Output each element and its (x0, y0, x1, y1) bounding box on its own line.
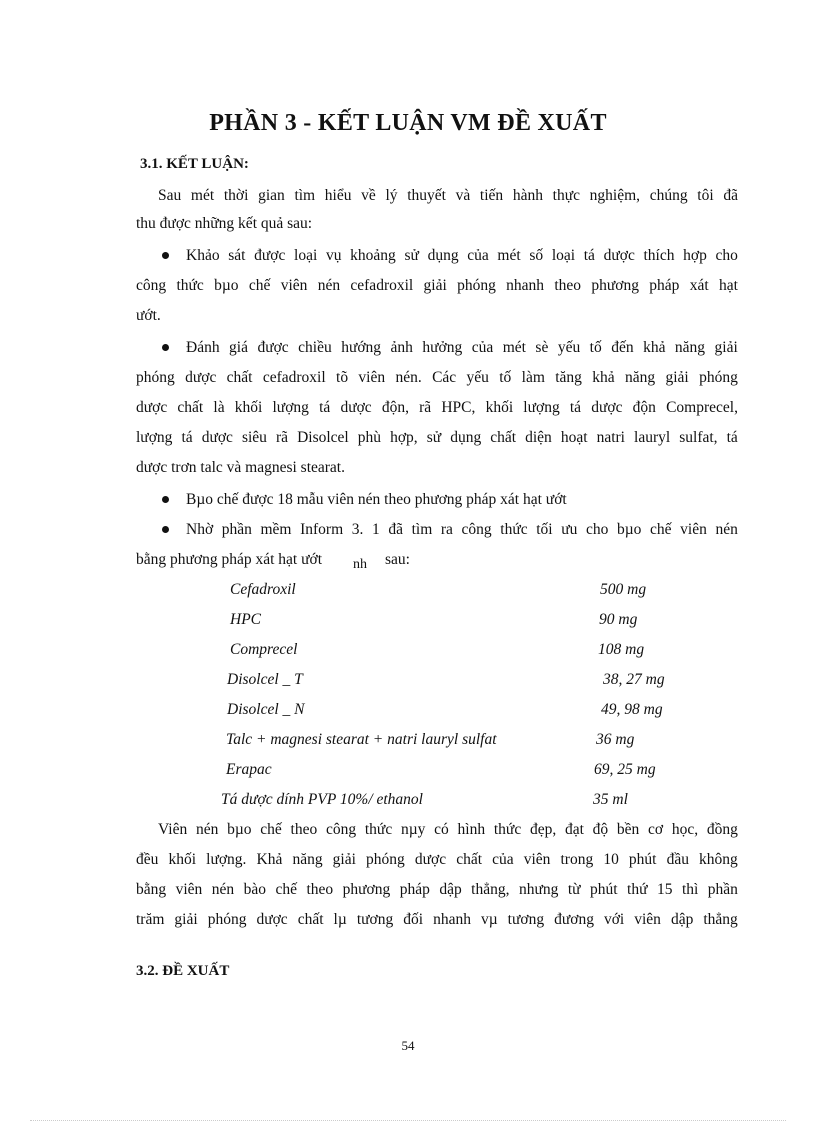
word: chất (456, 851, 483, 868)
word: sát (228, 247, 246, 264)
word: phút (590, 881, 618, 898)
word: mét (190, 187, 215, 204)
word: giải (714, 339, 738, 356)
bullet-1-line-1 (186, 246, 738, 266)
word: đạt (564, 821, 584, 838)
word: tõ (336, 369, 349, 386)
word: dược (185, 369, 217, 386)
word: tá (319, 399, 331, 416)
word: dược (414, 851, 447, 868)
word: khối (234, 399, 263, 416)
word: thẳng, (471, 881, 510, 898)
word: hợp (683, 247, 707, 264)
word: thẳng (703, 911, 738, 928)
word: nhanh (433, 911, 471, 928)
word: độn (632, 399, 656, 416)
word: bµo (617, 521, 642, 538)
word: phóng (366, 851, 405, 868)
word: dụng (427, 247, 459, 264)
word: tá (583, 247, 595, 264)
word: nhanh (506, 277, 545, 294)
word: năng (674, 339, 706, 356)
word: năng (625, 369, 656, 386)
word: với (603, 911, 625, 928)
word: tương (356, 911, 394, 928)
word: tìm (294, 187, 316, 204)
word: nén (195, 821, 219, 838)
word: diện (525, 429, 552, 446)
word: thực (552, 187, 580, 204)
word: đều (136, 851, 159, 868)
word: nhưng (518, 881, 559, 898)
word: chúng (649, 187, 688, 204)
ingredient-qty: 38, 27 mg (603, 671, 665, 688)
word: tố (499, 369, 512, 386)
word: của (471, 339, 494, 356)
word: rã (419, 399, 432, 416)
word: cho (715, 247, 738, 264)
word: tối (536, 521, 553, 538)
word: chất (226, 369, 253, 386)
word: chế (650, 521, 672, 538)
ingredient-qty: 69, 25 mg (594, 761, 656, 778)
word: được (257, 339, 289, 356)
word: vụ (325, 247, 342, 264)
bullet-4-line-2-end: sau: (385, 551, 410, 568)
word: chất (490, 429, 517, 446)
word: hạt (718, 277, 738, 294)
word: mét (497, 247, 521, 264)
word: lượng (136, 429, 173, 446)
ingredient-name: Disolcel _ N (227, 701, 305, 718)
word: đến (611, 339, 634, 356)
bullet-dot (162, 344, 169, 351)
word: phút (628, 851, 657, 868)
word: dụng (450, 429, 482, 446)
word: công (461, 521, 492, 538)
word: lý (385, 187, 398, 204)
word: viên (358, 369, 386, 386)
word: trong (560, 851, 594, 868)
word: chất (177, 399, 204, 416)
word: có (434, 821, 449, 838)
intro-line-2: thu được những kết quả sau: (136, 215, 313, 232)
word: học, (671, 821, 699, 838)
word: lượng. (206, 851, 247, 868)
word: Comprecel, (666, 399, 738, 416)
word: rã (275, 429, 289, 446)
intro-line-1 (158, 186, 738, 206)
word: thức (493, 821, 522, 838)
word: sử (426, 429, 442, 446)
word: giá (229, 339, 248, 356)
word: không (699, 851, 738, 868)
word: chất (297, 911, 324, 928)
word: hình (457, 821, 486, 838)
word: khối (485, 399, 514, 416)
word: phần (707, 881, 738, 898)
word: 15 (656, 881, 673, 898)
word: của (492, 851, 514, 868)
ingredient-qty: 90 mg (599, 611, 638, 628)
word: chế (260, 821, 282, 838)
word: đẹp, (529, 821, 557, 838)
word: năng (292, 851, 323, 868)
word: giải (174, 911, 198, 928)
word: khả (592, 369, 615, 386)
ingredient-qty: 108 mg (598, 641, 645, 658)
word: giải (332, 851, 356, 868)
word: đương (554, 911, 594, 928)
word: nµy (400, 821, 426, 838)
word: theo (554, 277, 582, 294)
word: yếu (466, 369, 489, 386)
ingredient-name: Comprecel (230, 641, 298, 658)
word: yếu (557, 339, 581, 356)
word: dược (201, 429, 233, 446)
word: phóng (457, 277, 496, 294)
word: vµ (480, 911, 498, 928)
word: giải (665, 369, 689, 386)
word: giải (423, 277, 447, 294)
word: dập (439, 881, 462, 898)
word: đồng (706, 821, 738, 838)
word: bền (616, 821, 640, 838)
word: Khả (256, 851, 283, 868)
word: làm (521, 369, 545, 386)
word: nghiệm, (589, 187, 641, 204)
word: sè (535, 339, 549, 356)
word: lauryl (634, 429, 671, 446)
word: xát (689, 277, 709, 294)
word: đầu (666, 851, 689, 868)
ingredient-qty: 36 mg (596, 731, 635, 748)
conclusion-line-4 (136, 910, 738, 930)
word: thời (223, 187, 249, 204)
word: ra (440, 521, 453, 538)
word: tá (726, 429, 738, 446)
word: thức (176, 277, 204, 294)
word: công (136, 277, 167, 294)
word: Khảo (186, 247, 220, 264)
word: lµ (333, 911, 347, 928)
word: phóng (699, 369, 738, 386)
section-heading-conclusion: 3.1. KẾT LUẬN: (140, 156, 249, 172)
word: phóng (207, 911, 247, 928)
word: tăng (555, 369, 582, 386)
word: loại (294, 247, 318, 264)
word: của (467, 247, 489, 264)
word: cefadroxil (262, 369, 326, 386)
word: tố (589, 339, 602, 356)
word: cho (586, 521, 609, 538)
word: ưu (561, 521, 578, 538)
word: mềm (260, 521, 292, 538)
word: khối (168, 851, 197, 868)
word: Đánh (186, 339, 220, 356)
word: bµo (214, 277, 239, 294)
bullet-dot (162, 496, 169, 503)
word: dược (136, 399, 168, 416)
word: thứ (627, 881, 648, 898)
word: sử (404, 247, 419, 264)
section-heading-proposal: 3.2. ĐỀ XUẤT (136, 963, 230, 979)
word: bào (243, 881, 267, 898)
word: dược (603, 247, 635, 264)
word: bµo (227, 821, 252, 838)
word: phù (357, 429, 382, 446)
word: thuyết (407, 187, 446, 204)
word: viên (175, 881, 203, 898)
word: ảnh (390, 339, 413, 356)
word: dập (670, 911, 694, 928)
word: phương (342, 881, 391, 898)
word: và (455, 187, 471, 204)
word: hợp, (390, 429, 418, 446)
word: số (529, 247, 544, 264)
word: nén (715, 521, 738, 538)
word: được (254, 247, 286, 264)
word: phóng (136, 369, 175, 386)
word: đã (388, 521, 403, 538)
word: hoạt (560, 429, 588, 446)
bullet-dot (162, 526, 169, 533)
word: độ (592, 821, 609, 838)
word: thích (643, 247, 675, 264)
word: trăm (136, 911, 165, 928)
bullet-2-line-3 (136, 398, 738, 418)
word: chế (248, 277, 271, 294)
bullet-1-line-3: ướt. (136, 307, 161, 324)
word: nén. (395, 369, 422, 386)
bullet-2-line-5: dược trơn talc và magnesi stearat. (136, 459, 345, 476)
ingredient-name: Erapac (226, 761, 272, 778)
ingredient-qty: 49, 98 mg (601, 701, 663, 718)
ingredient-name: Talc + magnesi stearat + natri lauryl sulfat (226, 731, 497, 748)
word: từ (567, 881, 581, 898)
word: cơ (648, 821, 664, 838)
word: Inform (300, 521, 344, 538)
word: sulfat, (679, 429, 718, 446)
word: khả (643, 339, 666, 356)
word: 10 (603, 851, 619, 868)
word: đối (403, 911, 424, 928)
ingredient-name: Disolcel _ T (227, 671, 303, 688)
footer-divider (30, 1120, 786, 1121)
conclusion-line-1 (158, 820, 738, 840)
word: đã (723, 187, 738, 204)
bullet-2-line-2 (136, 368, 738, 388)
word: tương (507, 911, 545, 928)
word: tiến (479, 187, 504, 204)
word: viên (680, 521, 707, 538)
bullet-3-line-1: Bµo chế được 18 mẫu viên nén theo phương pháp xát hạt ướt (186, 491, 567, 508)
word: Nhờ (186, 521, 214, 538)
word: natri (596, 429, 625, 446)
bullet-2-line-4 (136, 428, 738, 448)
word: pháp (399, 881, 430, 898)
word: thì (681, 881, 699, 898)
word: loại (551, 247, 576, 264)
word: viên (280, 277, 308, 294)
word: thức (500, 521, 528, 538)
inline-note: nh (353, 557, 367, 572)
ingredient-name: Tá dược dính PVP 10%/ ethanol (221, 791, 423, 808)
word: theo (290, 821, 318, 838)
conclusion-line-2 (136, 850, 738, 870)
page-title: PHẦN 3 - KẾT LUẬN VM ĐỀ XUẤT (209, 110, 607, 136)
word: lượng (523, 399, 560, 416)
word: Các (432, 369, 457, 386)
word: phần (221, 521, 252, 538)
word: về (361, 187, 376, 204)
word: là (213, 399, 225, 416)
bullet-1-line-2 (136, 276, 738, 296)
word: phương (591, 277, 639, 294)
word: nén (317, 277, 341, 294)
word: hiểu (324, 187, 352, 204)
word: HPC, (441, 399, 476, 416)
ingredient-name: Cefadroxil (230, 581, 296, 598)
word: Disolcel (297, 429, 349, 446)
word: theo (306, 881, 334, 898)
word: khoảng (350, 247, 396, 264)
word: 3. (351, 521, 364, 538)
word: dược (591, 399, 623, 416)
bullet-4-line-2: bằng phương pháp xát hạt ướt (136, 551, 323, 568)
word: viên (523, 851, 551, 868)
word: thức (364, 821, 393, 838)
word: cefadroxil (350, 277, 414, 294)
word: độn, (381, 399, 409, 416)
word: dược (256, 911, 288, 928)
word: mét (502, 339, 526, 356)
word: tá (569, 399, 582, 416)
bullet-4-line-1 (186, 520, 738, 540)
conclusion-line-3 (136, 880, 738, 900)
word: nén (211, 881, 235, 898)
ingredient-name: HPC (230, 611, 261, 628)
bullet-2-line-1 (186, 338, 738, 358)
word: siêu (241, 429, 267, 446)
bullet-dot (162, 252, 169, 259)
word: lượng (272, 399, 309, 416)
word: hành (512, 187, 543, 204)
ingredient-qty: 35 ml (593, 791, 628, 808)
word: chế (275, 881, 297, 898)
page-number: 54 (401, 1038, 415, 1053)
word: hướng (341, 339, 382, 356)
word: tá (181, 429, 193, 446)
word: Viên (158, 821, 188, 838)
word: chiều (298, 339, 332, 356)
word: công (325, 821, 357, 838)
word: tôi (697, 187, 714, 204)
word: tìm (411, 521, 433, 538)
ingredient-qty: 500 mg (600, 581, 647, 598)
word: Sau (158, 187, 182, 204)
word: pháp (649, 277, 680, 294)
word: gian (258, 187, 285, 204)
word: 1 (372, 521, 380, 538)
word: hưởng (422, 339, 463, 356)
word: viên (634, 911, 661, 928)
word: bằng (136, 881, 167, 898)
word: dược (340, 399, 372, 416)
